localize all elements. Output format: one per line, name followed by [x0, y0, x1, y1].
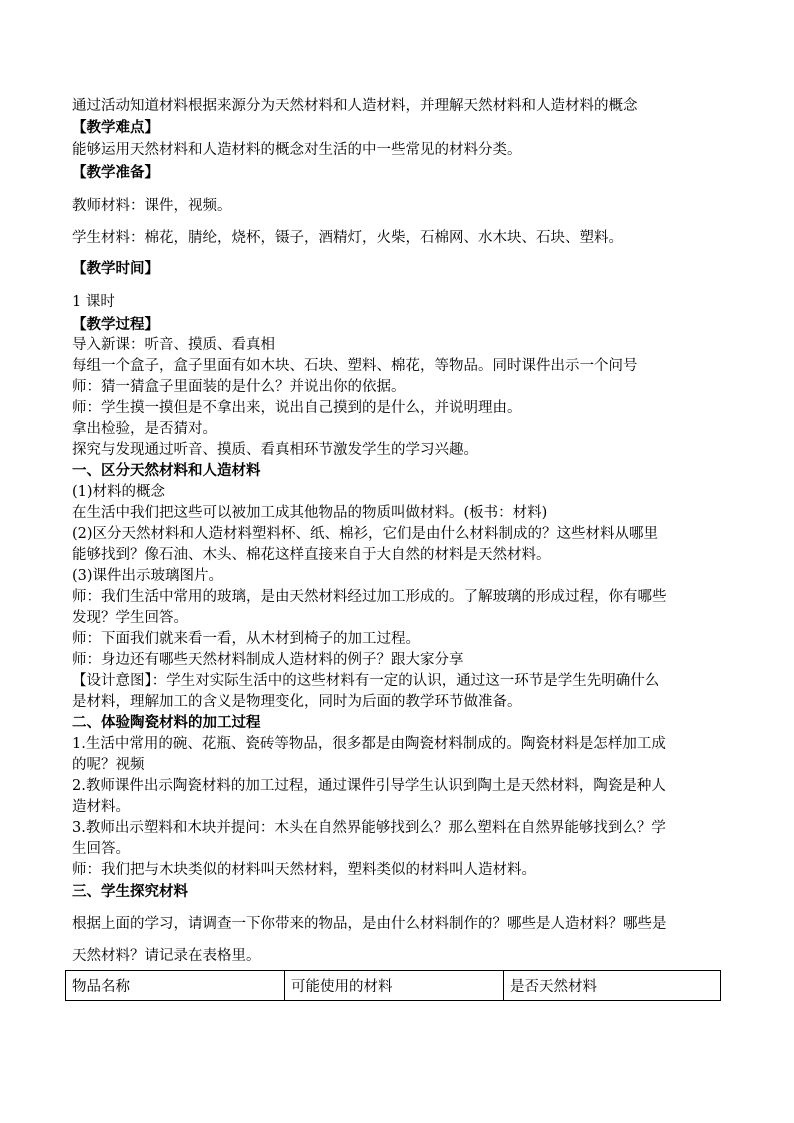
paragraph-line: 师：下面我们就来看一看，从木材到椅子的加工过程。: [72, 631, 420, 647]
paragraph-line: 天然材料？请记录在表格里。: [72, 948, 261, 964]
paragraph-line: 师：身边还有哪些天然材料制成人造材料的例子？跟大家分享: [72, 652, 464, 668]
objective-text: 通过活动知道材料根据来源分为天然材料和人造材料，并理解天然材料和人造材料的概念: [72, 98, 638, 114]
paragraph-line: 根据上面的学习，请调查一下你带来的物品，是由什么材料制作的？哪些是人造材料？哪些是: [72, 916, 667, 932]
section-heading-3: 三、学生探究材料: [72, 883, 188, 900]
heading-preparation: 【教学准备】: [72, 164, 159, 181]
paragraph-line: 在生活中我们把这些可以被加工成其他物品的物质叫做材料。(板书：材料): [72, 505, 548, 521]
paragraph-line: 造材料。: [72, 799, 130, 815]
table-header-cell: 是否天然材料: [504, 971, 721, 1001]
paragraph-line: 是材料，理解加工的含义是物理变化，同时为后面的教学环节做准备。: [72, 694, 522, 710]
paragraph-line: 【设计意图】：学生对实际生活中的这些材料有一定的认识，通过这一环节是学生先明确什么: [72, 673, 660, 689]
paragraph-line: 师：猜一猜盒子里面装的是什么？并说出你的依据。: [72, 379, 406, 395]
section-heading-1: 一、区分天然材料和人造材料: [72, 462, 261, 479]
difficulty-text: 能够运用天然材料和人造材料的概念对生活的中一些常见的材料分类。: [72, 142, 522, 158]
paragraph-line: (1)材料的概念: [72, 484, 166, 500]
paragraph-line: 拿出检验，是否猜对。: [72, 421, 217, 437]
paragraph-line: 每组一个盒子，盒子里面有如木块、石块、塑料、棉花，等物品。同时课件出示一个问号: [72, 358, 638, 374]
paragraph-line: 探究与发现通过听音、摸质、看真相环节激发学生的学习兴趣。: [72, 442, 478, 458]
paragraph-line: 生回答。: [72, 841, 130, 857]
heading-time: 【教学时间】: [72, 260, 159, 277]
paragraph-line: 发现？学生回答。: [72, 610, 188, 626]
time-text: 1 课时: [72, 294, 115, 310]
paragraph-line: 1.生活中常用的碗、花瓶、瓷砖等物品，很多都是由陶瓷材料制成的。陶瓷材料是怎样加工成: [72, 736, 666, 752]
table-header-cell: 物品名称: [66, 971, 285, 1001]
paragraph-line: 能够找到？像石油、木头、棉花这样直接来自于大自然的材料是天然材料。: [72, 547, 551, 563]
paragraph-line: 师：我们把与木块类似的材料叫天然材料，塑料类似的材料叫人造材料。: [72, 862, 536, 878]
paragraph-line: 师：学生摸一摸但是不拿出来，说出自己摸到的是什么，并说明理由。: [72, 400, 522, 416]
paragraph-line: (3)课件出示玻璃图片。: [72, 568, 224, 584]
paragraph-line: 3.教师出示塑料和木块并提问：木头在自然界能够找到么？那么塑料在自然界能够找到么？学: [72, 820, 666, 836]
table-header-row: [66, 971, 721, 1001]
paragraph-line: 的呢？视频: [72, 757, 145, 773]
heading-process: 【教学过程】: [72, 316, 159, 333]
paragraph-line: 2.教师课件出示陶瓷材料的加工过程，通过课件引导学生认识到陶土是天然材料，陶瓷是种人: [72, 778, 666, 794]
teacher-materials: 教师材料：课件，视频。: [72, 198, 232, 214]
table-header-cell: 可能使用的材料: [285, 971, 504, 1001]
paragraph-line: 导入新课：听音、摸质、看真相: [72, 337, 275, 353]
paragraph-line: 师：我们生活中常用的玻璃，是由天然材料经过加工形成的。了解玻璃的形成过程，你有哪些: [72, 589, 667, 605]
section-heading-2: 二、体验陶瓷材料的加工过程: [72, 714, 261, 731]
record-table: [65, 970, 721, 1001]
paragraph-line: (2)区分天然材料和人造材料塑料杯、纸、棉衫，它们是由什么材料制成的？这些材料从哪里: [72, 526, 659, 542]
student-materials: 学生材料：棉花，腈纶，烧杯，镊子，酒精灯，火柴，石棉网、水木块、石块、塑料。: [72, 230, 623, 246]
heading-difficulty: 【教学难点】: [72, 119, 159, 136]
